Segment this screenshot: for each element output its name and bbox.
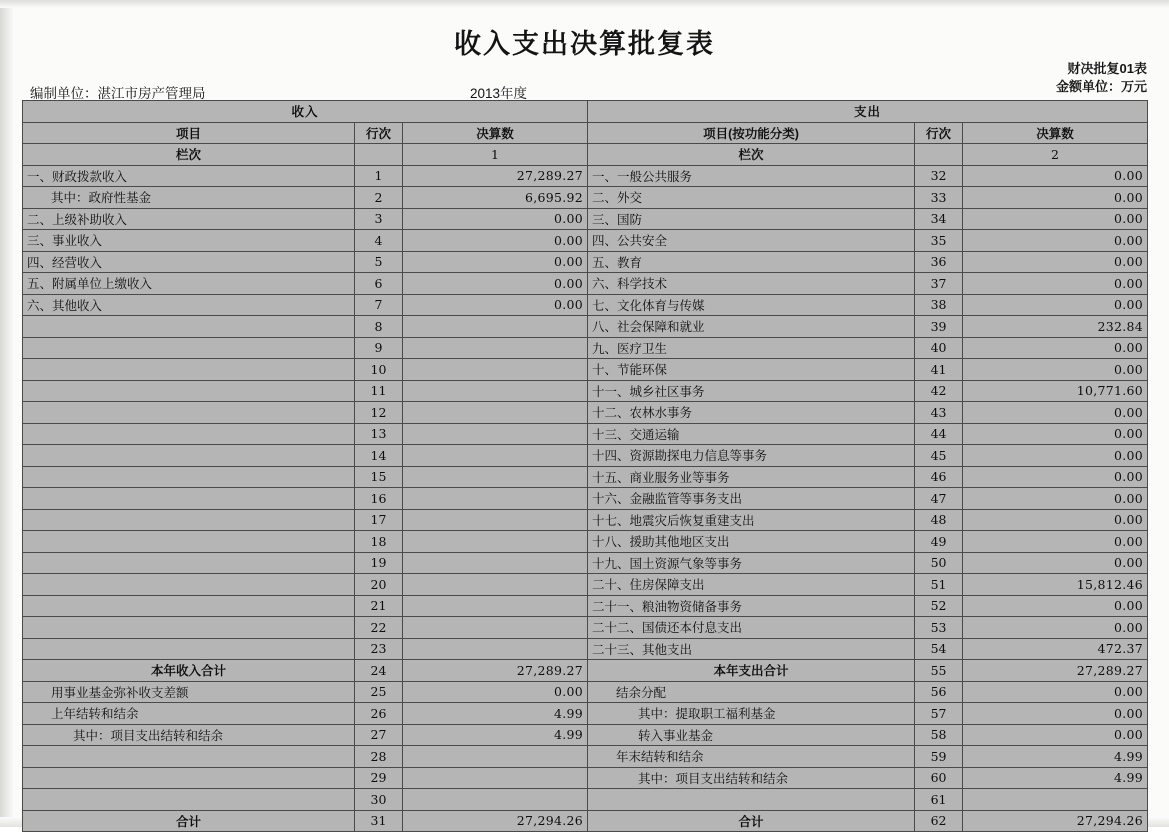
expenditure-row-number: 43 — [915, 402, 963, 424]
expenditure-amount: 0.00 — [963, 509, 1148, 531]
income-amount — [403, 359, 588, 381]
income-amount — [403, 337, 588, 359]
column-header-row — [23, 122, 1148, 144]
group-header-income: 收入 — [23, 101, 588, 123]
expenditure-item-label: 其中：提取职工福利基金 — [588, 703, 915, 725]
table-row — [23, 574, 1148, 596]
expenditure-amount: 0.00 — [963, 187, 1148, 209]
table-row — [23, 660, 1148, 682]
table-row — [23, 208, 1148, 230]
expenditure-row-number: 51 — [915, 574, 963, 596]
income-row-number: 19 — [355, 552, 403, 574]
income-amount: 27,289.27 — [403, 165, 588, 187]
amount-unit: 金额单位：万元 — [1055, 79, 1147, 94]
form-meta — [1056, 60, 1147, 96]
income-row-number: 2 — [355, 187, 403, 209]
income-item-label: 其中：政府性基金 — [23, 187, 355, 209]
expenditure-item-label: 九、医疗卫生 — [588, 337, 915, 359]
table-row — [23, 617, 1148, 639]
income-item-label: 合计 — [23, 810, 355, 832]
expenditure-item-label: 一、一般公共服务 — [588, 165, 915, 187]
expenditure-item-label: 八、社会保障和就业 — [588, 316, 915, 338]
table-row — [23, 359, 1148, 381]
table-row — [23, 638, 1148, 660]
income-row-number: 26 — [355, 703, 403, 725]
expenditure-item-label: 本年支出合计 — [588, 660, 915, 682]
income-row-number: 30 — [355, 789, 403, 811]
table-row — [23, 423, 1148, 445]
income-row-number: 7 — [355, 294, 403, 316]
table-row — [23, 595, 1148, 617]
table-row — [23, 230, 1148, 252]
income-amount: 27,289.27 — [403, 660, 588, 682]
table-row — [23, 294, 1148, 316]
expenditure-row-number: 41 — [915, 359, 963, 381]
col-sub-exp-label: 栏次 — [588, 144, 915, 166]
table-row — [23, 746, 1148, 768]
income-amount: 27,294.26 — [403, 810, 588, 832]
col-sub-income-spacer — [355, 144, 403, 166]
expenditure-row-number: 45 — [915, 445, 963, 467]
income-amount — [403, 789, 588, 811]
col-header-income-amount: 决算数 — [403, 122, 588, 144]
expenditure-row-number: 49 — [915, 531, 963, 553]
income-row-number: 14 — [355, 445, 403, 467]
group-header-expenditure: 支出 — [588, 101, 1148, 123]
income-row-number: 31 — [355, 810, 403, 832]
income-item-label — [23, 552, 355, 574]
expenditure-amount: 0.00 — [963, 208, 1148, 230]
table-row — [23, 445, 1148, 467]
table-body — [23, 101, 1148, 832]
income-item-label — [23, 423, 355, 445]
expenditure-row-number: 60 — [915, 767, 963, 789]
expenditure-item-label: 十五、商业服务业等事务 — [588, 466, 915, 488]
col-header-exp-rowno: 行次 — [915, 122, 963, 144]
income-amount — [403, 316, 588, 338]
expenditure-row-number: 36 — [915, 251, 963, 273]
income-amount — [403, 488, 588, 510]
expenditure-row-number: 62 — [915, 810, 963, 832]
expenditure-amount: 232.84 — [963, 316, 1148, 338]
expenditure-amount: 0.00 — [963, 681, 1148, 703]
income-amount: 0.00 — [403, 208, 588, 230]
income-amount: 0.00 — [403, 273, 588, 295]
income-row-number: 20 — [355, 574, 403, 596]
income-row-number: 24 — [355, 660, 403, 682]
expenditure-item-label: 其中：项目支出结转和结余 — [588, 767, 915, 789]
expenditure-row-number: 54 — [915, 638, 963, 660]
expenditure-amount: 10,771.60 — [963, 380, 1148, 402]
table-row — [23, 488, 1148, 510]
income-amount: 0.00 — [403, 230, 588, 252]
expenditure-amount: 0.00 — [963, 703, 1148, 725]
expenditure-item-label: 结余分配 — [588, 681, 915, 703]
expenditure-row-number: 33 — [915, 187, 963, 209]
expenditure-amount: 0.00 — [963, 531, 1148, 553]
expenditure-amount: 4.99 — [963, 746, 1148, 768]
expenditure-row-number: 56 — [915, 681, 963, 703]
scan-edge-top — [0, 0, 1169, 8]
expenditure-row-number: 40 — [915, 337, 963, 359]
expenditure-amount: 0.00 — [963, 552, 1148, 574]
income-item-label — [23, 509, 355, 531]
income-row-number: 27 — [355, 724, 403, 746]
expenditure-row-number: 38 — [915, 294, 963, 316]
table-row — [23, 724, 1148, 746]
expenditure-row-number: 46 — [915, 466, 963, 488]
expenditure-item-label: 二、外交 — [588, 187, 915, 209]
expenditure-item-label: 七、文化体育与传媒 — [588, 294, 915, 316]
expenditure-amount: 0.00 — [963, 359, 1148, 381]
group-header-row — [23, 101, 1148, 123]
expenditure-item-label: 十七、地震灾后恢复重建支出 — [588, 509, 915, 531]
expenditure-amount: 0.00 — [963, 466, 1148, 488]
income-amount — [403, 466, 588, 488]
income-item-label: 一、财政拨款收入 — [23, 165, 355, 187]
expenditure-amount: 0.00 — [963, 165, 1148, 187]
income-amount — [403, 423, 588, 445]
income-amount: 0.00 — [403, 294, 588, 316]
expenditure-item-label: 十四、资源勘探电力信息等事务 — [588, 445, 915, 467]
income-item-label: 三、事业收入 — [23, 230, 355, 252]
income-item-label — [23, 359, 355, 381]
col-header-exp-amount: 决算数 — [963, 122, 1148, 144]
income-row-number: 9 — [355, 337, 403, 359]
income-amount — [403, 509, 588, 531]
table-row — [23, 681, 1148, 703]
table-row — [23, 552, 1148, 574]
income-item-label: 四、经营收入 — [23, 251, 355, 273]
income-item-label — [23, 617, 355, 639]
income-item-label — [23, 746, 355, 768]
income-amount — [403, 638, 588, 660]
expenditure-item-label: 十六、金融监管等事务支出 — [588, 488, 915, 510]
expenditure-row-number: 35 — [915, 230, 963, 252]
income-amount — [403, 746, 588, 768]
expenditure-row-number: 39 — [915, 316, 963, 338]
expenditure-item-label: 六、科学技术 — [588, 273, 915, 295]
income-amount — [403, 380, 588, 402]
expenditure-item-label: 十八、援助其他地区支出 — [588, 531, 915, 553]
expenditure-item-label: 合计 — [588, 810, 915, 832]
income-amount — [403, 445, 588, 467]
expenditure-item-label: 转入事业基金 — [588, 724, 915, 746]
expenditure-item-label: 二十二、国债还本付息支出 — [588, 617, 915, 639]
expenditure-item-label — [588, 789, 915, 811]
table-row — [23, 767, 1148, 789]
expenditure-item-label: 十二、农林水事务 — [588, 402, 915, 424]
income-item-label — [23, 337, 355, 359]
income-amount — [403, 552, 588, 574]
table-row — [23, 316, 1148, 338]
expenditure-amount: 27,294.26 — [963, 810, 1148, 832]
expenditure-item-label: 十九、国土资源气象等事务 — [588, 552, 915, 574]
expenditure-amount: 0.00 — [963, 230, 1148, 252]
income-item-label: 其中：项目支出结转和结余 — [23, 724, 355, 746]
expenditure-row-number: 59 — [915, 746, 963, 768]
income-amount — [403, 531, 588, 553]
expenditure-row-number: 48 — [915, 509, 963, 531]
table-row — [23, 273, 1148, 295]
budget-table — [22, 100, 1148, 832]
income-row-number: 13 — [355, 423, 403, 445]
income-item-label — [23, 595, 355, 617]
expenditure-item-label: 五、教育 — [588, 251, 915, 273]
expenditure-row-number: 44 — [915, 423, 963, 445]
expenditure-item-label: 十、节能环保 — [588, 359, 915, 381]
col-sub-income-label: 栏次 — [23, 144, 355, 166]
table-row — [23, 509, 1148, 531]
expenditure-row-number: 47 — [915, 488, 963, 510]
income-amount: 6,695.92 — [403, 187, 588, 209]
expenditure-row-number: 55 — [915, 660, 963, 682]
expenditure-row-number: 32 — [915, 165, 963, 187]
col-sub-exp-spacer — [915, 144, 963, 166]
income-amount — [403, 402, 588, 424]
income-item-label — [23, 767, 355, 789]
compiler-unit: 编制单位：湛江市房产管理局 — [30, 86, 206, 101]
expenditure-row-number: 34 — [915, 208, 963, 230]
table-row — [23, 789, 1148, 811]
income-amount — [403, 617, 588, 639]
column-number-row — [23, 144, 1148, 166]
income-row-number: 5 — [355, 251, 403, 273]
page-title: 收入支出决算批复表 — [454, 29, 715, 60]
expenditure-row-number: 57 — [915, 703, 963, 725]
income-row-number: 6 — [355, 273, 403, 295]
expenditure-item-label: 二十、住房保障支出 — [588, 574, 915, 596]
income-row-number: 28 — [355, 746, 403, 768]
income-row-number: 15 — [355, 466, 403, 488]
expenditure-amount: 0.00 — [963, 595, 1148, 617]
income-row-number: 3 — [355, 208, 403, 230]
table-row — [23, 466, 1148, 488]
table-row — [23, 251, 1148, 273]
income-item-label — [23, 402, 355, 424]
expenditure-amount: 472.37 — [963, 638, 1148, 660]
table-row — [23, 531, 1148, 553]
expenditure-amount: 0.00 — [963, 294, 1148, 316]
expenditure-item-label: 二十一、粮油物资储备事务 — [588, 595, 915, 617]
expenditure-amount: 15,812.46 — [963, 574, 1148, 596]
expenditure-item-label: 二十三、其他支出 — [588, 638, 915, 660]
income-row-number: 1 — [355, 165, 403, 187]
expenditure-item-label: 三、国防 — [588, 208, 915, 230]
expenditure-amount: 0.00 — [963, 445, 1148, 467]
expenditure-row-number: 61 — [915, 789, 963, 811]
expenditure-amount: 0.00 — [963, 337, 1148, 359]
income-row-number: 16 — [355, 488, 403, 510]
income-item-label: 六、其他收入 — [23, 294, 355, 316]
income-row-number: 29 — [355, 767, 403, 789]
income-amount: 0.00 — [403, 251, 588, 273]
income-row-number: 17 — [355, 509, 403, 531]
income-row-number: 23 — [355, 638, 403, 660]
income-row-number: 25 — [355, 681, 403, 703]
income-item-label — [23, 789, 355, 811]
table-row — [23, 337, 1148, 359]
income-amount: 0.00 — [403, 681, 588, 703]
income-row-number: 8 — [355, 316, 403, 338]
income-row-number: 18 — [355, 531, 403, 553]
income-amount — [403, 767, 588, 789]
income-row-number: 22 — [355, 617, 403, 639]
income-item-label — [23, 445, 355, 467]
table-row — [23, 703, 1148, 725]
income-row-number: 12 — [355, 402, 403, 424]
expenditure-row-number: 42 — [915, 380, 963, 402]
col-header-income-item: 项目 — [23, 122, 355, 144]
expenditure-amount: 0.00 — [963, 488, 1148, 510]
income-item-label: 二、上级补助收入 — [23, 208, 355, 230]
expenditure-amount: 0.00 — [963, 423, 1148, 445]
income-item-label: 上年结转和结余 — [23, 703, 355, 725]
col-number-income: 1 — [403, 144, 588, 166]
income-item-label — [23, 316, 355, 338]
income-row-number: 10 — [355, 359, 403, 381]
form-code: 财决批复01表 — [1067, 61, 1147, 76]
expenditure-row-number: 58 — [915, 724, 963, 746]
expenditure-item-label: 四、公共安全 — [588, 230, 915, 252]
expenditure-item-label: 十三、交通运输 — [588, 423, 915, 445]
expenditure-amount: 0.00 — [963, 273, 1148, 295]
expenditure-row-number: 50 — [915, 552, 963, 574]
expenditure-amount: 0.00 — [963, 617, 1148, 639]
income-amount: 4.99 — [403, 724, 588, 746]
income-item-label: 用事业基金弥补收支差额 — [23, 681, 355, 703]
income-item-label — [23, 574, 355, 596]
income-item-label: 本年收入合计 — [23, 660, 355, 682]
income-row-number: 21 — [355, 595, 403, 617]
expenditure-amount: 0.00 — [963, 251, 1148, 273]
table-row — [23, 380, 1148, 402]
col-header-income-rowno: 行次 — [355, 122, 403, 144]
expenditure-amount: 4.99 — [963, 767, 1148, 789]
expenditure-item-label: 十一、城乡社区事务 — [588, 380, 915, 402]
table-row — [23, 165, 1148, 187]
income-item-label — [23, 488, 355, 510]
income-item-label — [23, 638, 355, 660]
expenditure-row-number: 52 — [915, 595, 963, 617]
income-item-label: 五、附属单位上缴收入 — [23, 273, 355, 295]
fiscal-year: 2013年度 — [470, 86, 528, 101]
income-row-number: 11 — [355, 380, 403, 402]
income-amount — [403, 595, 588, 617]
expenditure-item-label: 年末结转和结余 — [588, 746, 915, 768]
col-header-exp-item: 项目(按功能分类) — [588, 122, 915, 144]
income-row-number: 4 — [355, 230, 403, 252]
income-item-label — [23, 531, 355, 553]
table-row — [23, 402, 1148, 424]
expenditure-amount: 0.00 — [963, 402, 1148, 424]
table-row — [23, 187, 1148, 209]
income-amount — [403, 574, 588, 596]
income-item-label — [23, 380, 355, 402]
expenditure-amount: 0.00 — [963, 724, 1148, 746]
col-number-exp: 2 — [963, 144, 1148, 166]
expenditure-row-number: 37 — [915, 273, 963, 295]
scan-edge-left — [0, 0, 14, 827]
expenditure-amount — [963, 789, 1148, 811]
expenditure-amount: 27,289.27 — [963, 660, 1148, 682]
expenditure-row-number: 53 — [915, 617, 963, 639]
table-row — [23, 810, 1148, 832]
income-item-label — [23, 466, 355, 488]
income-amount: 4.99 — [403, 703, 588, 725]
